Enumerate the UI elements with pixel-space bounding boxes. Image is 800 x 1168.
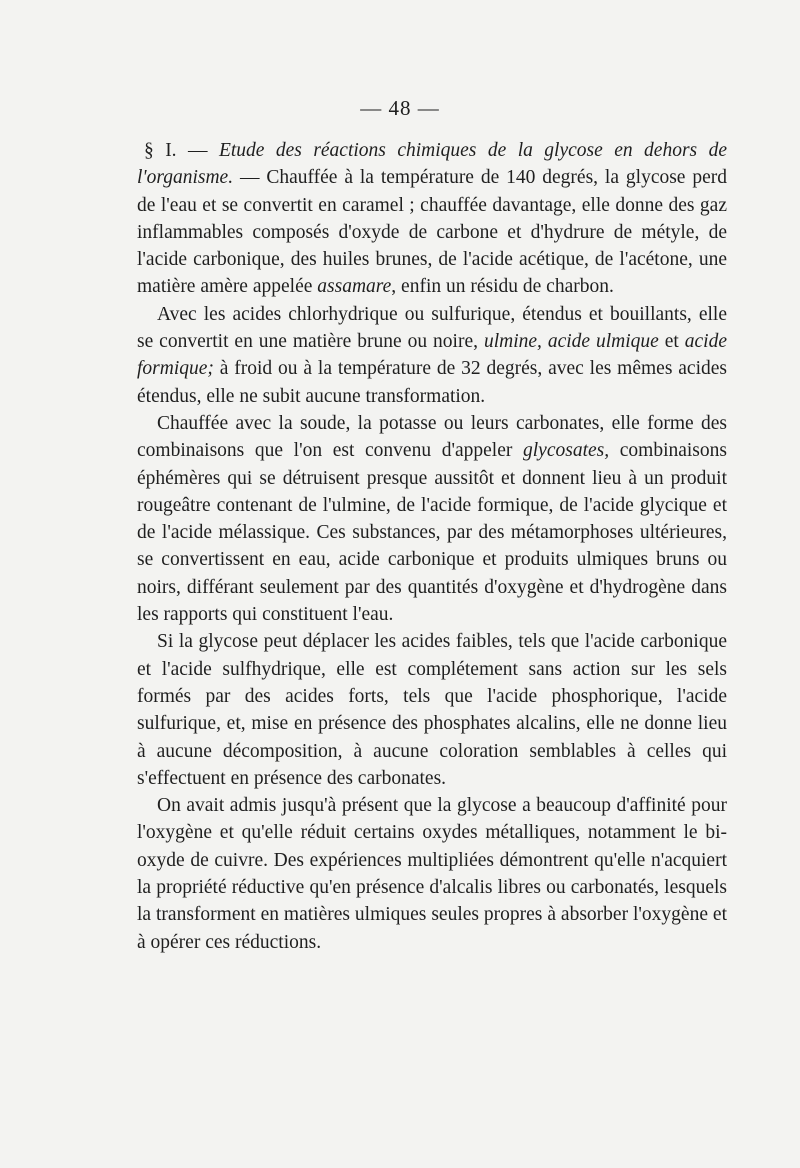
term-acide-formique: acide formique; (137, 331, 728, 380)
section-number: § I. (144, 140, 177, 161)
term-glycosates: glycosates, (523, 440, 610, 462)
section-title: Etude des réactions chimiques de la glycose en dehors de l'organisme. (137, 140, 727, 189)
page-number: — 48 — (360, 96, 440, 120)
section-text: — Chauffée à la température de 140 degrés, la glycose perd de l'eau et se convertit en caramel ; chauffée davantage, elle donne des gaz inflammables composés d'oxyde de carbone et d'hydrure de métyle, de l'acide carbonique, des huiles brunes, de l'acide acétique, de l'acétone, une matière amère appelée (137, 167, 727, 298)
para2-text-b: et (658, 331, 685, 353)
section-text-end: , enfin un résidu de charbon. (391, 276, 614, 298)
section-dash: — (176, 140, 219, 161)
para2-text-a: Avec les acides chlorhydrique ou sulfurique, étendus et bouillants, elle se convertit en une matière brune ou noire, (137, 303, 727, 353)
page-text (137, 137, 727, 956)
para3-text-b: combinaisons éphémères qui se détruisent presque aussitôt et donnent lieu à un produit rougeâtre contenant de l'ulmine, de l'acide formique, de l'acide glycique et de l'acide mélassique. Ces substances, par des métamorphoses ultérieures, se convertissent en eau, acide carbonique et produits ulmiques bruns ou noirs, différant seulement par des quantités d'oxygène et d'hydrogène dans les rapports qui constituent l'eau. (137, 440, 727, 626)
term-assamare: assamare (317, 276, 392, 298)
term-ulmine: ulmine, acide ulmique (483, 331, 659, 353)
paragraph-5: On avait admis jusqu'à présent que la glycose a beaucoup d'affinité pour l'oxygène et qu'elle réduit certains oxydes métalliques, notamment le bi-oxyde de cuivre. Des expériences multipliées démontrent qu'elle n'acquiert la propriété réductive qu'en présence d'alcalis libres ou carbonatés, lesquels la transforment en matières ulmiques seules propres à absorber l'oxygène et à opérer ces réductions. (137, 795, 727, 953)
paragraph-1 (137, 137, 727, 301)
paragraph-3 (137, 410, 727, 628)
para3-text-a: Chauffée avec la soude, la potasse ou leurs carbonates, elle forme des combinaisons que l'on est convenu d'appeler (137, 412, 727, 462)
para2-text-c: à froid ou à la température de 32 degrés, avec les mêmes acides étendus, elle ne subit aucune transformation. (137, 358, 727, 407)
paragraph-2 (137, 301, 727, 410)
paragraph-4: Si la glycose peut déplacer les acides faibles, tels que l'acide carbonique et l'acide sulfhydrique, elle est complétement sans action sur les sels formés par des acides forts, tels que l'acide phosphorique, l'acide sulfurique, et, mise en présence des phosphates alcalins, elle ne donne lieu à aucune décomposition, à aucune coloration semblables à celles qui s'effectuent en présence des carbonates. (137, 631, 727, 789)
